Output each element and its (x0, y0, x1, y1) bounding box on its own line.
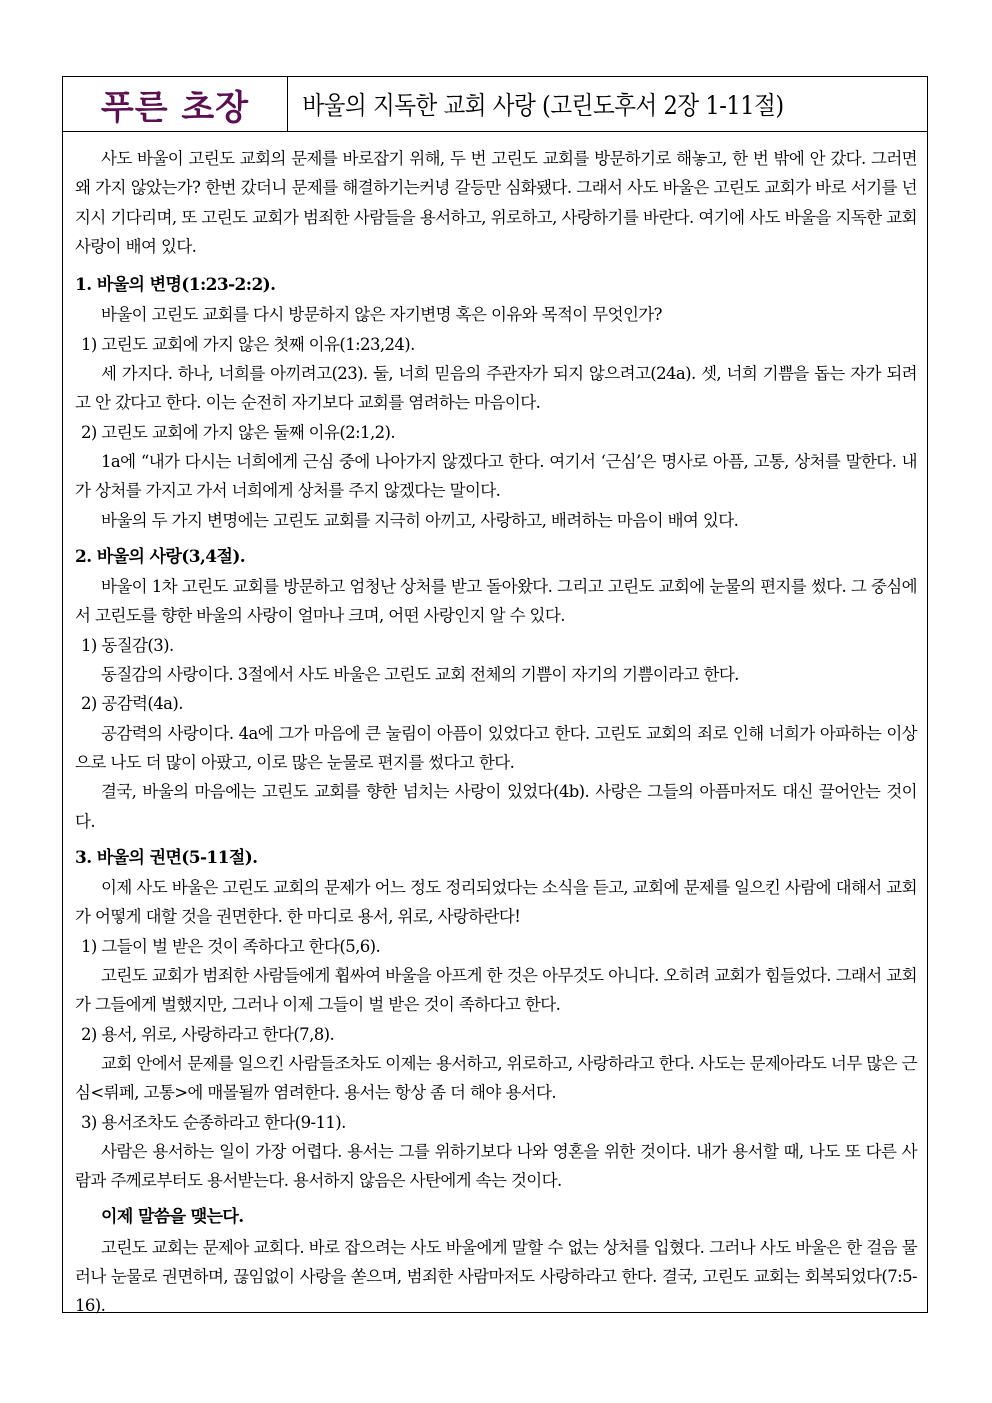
closing-paragraph: 고린도 교회는 문제아 교회다. 바로 잡으려는 사도 바울에게 말할 수 없는 상처를 입혔다. 그러나 사도 바울은 한 걸음 물러나 눈물로 권면하며, 끊임없이 사랑을 쏟으며, 범죄한 사람마저도 사랑하라고 한다. 결국, 고린도 교회는 회복되었다(7:5-16). (75, 1237, 917, 1316)
document-frame (62, 76, 928, 1316)
item-paragraph: 결국, 바울의 마음에는 고린도 교회를 향한 넘치는 사랑이 있었다(4b). 사랑은 그들의 아픔마저도 대신 끌어안는 것이다. (75, 782, 917, 831)
item-paragraph: 교회 안에서 문제를 일으킨 사람들조차도 이제는 용서하고, 위로하고, 사랑하라고 한다. 사도는 문제아라도 너무 많은 근심<뤼페, 고통>에 매몰될까 염려한다. 용서는 항상 좀 더 해야 용서다. (75, 1053, 917, 1103)
item-title: 2) 고린도 교회에 가지 않은 둘째 이유(2:1,2). (81, 422, 395, 442)
item-title: 1) 고린도 교회에 가지 않은 첫째 이유(1:23,24). (81, 334, 415, 354)
item-title: 3) 용서조차도 순종하라고 한다(9-11). (81, 1112, 346, 1132)
intro-paragraph: 사도 바울이 고린도 교회의 문제를 바로잡기 위해, 두 번 고린도 교회를 방문하기로 해놓고, 한 번 밖에 안 갔다. 그러면 왜 가지 않았는가? 한번 갔더니 문제를 해결하기는커녕 갈등만 심화됐다. 그래서 사도 바울은 고린도 교회가 바로 서기를 넌지시 기다리며, 또 고린도 교회가 범죄한 사람들을 용서하고, 위로하고, 사랑하기를 바란다. 여기에 사도 바울을 지독한 교회 사랑이 배여 있다. (75, 149, 917, 256)
item-paragraph: 세 가지다. 하나, 너희를 아끼려고(23). 둘, 너희 믿음의 주관자가 되지 않으려고(24a). 셋, 너희 기쁨을 돕는 자가 되려고 안 갔다고 한다. 이는 순전히 자기보다 교회를 염려하는 마음이다. (75, 364, 917, 413)
item-paragraph: 동질감의 사랑이다. 3절에서 사도 바울은 고린도 교회 전체의 기쁨이 자기의 기쁨이라고 한다. (101, 665, 739, 685)
item-title: 1) 동질감(3). (81, 635, 174, 655)
section-heading: 3. 바울의 권면(5-11절). (75, 847, 258, 868)
closing-heading: 이제 말씀을 맺는다. (101, 1207, 244, 1228)
section-heading: 1. 바울의 변명(1:23-2:2). (75, 275, 276, 296)
item-paragraph: 고린도 교회가 범죄한 사람들에게 휩싸여 바울을 아프게 한 것은 아무것도 아니다. 오히려 교회가 힘들었다. 그래서 교회가 그들에게 벌했지만, 그러나 이제 그들이 벌 받은 것이 족하다고 한다. (75, 966, 917, 1015)
item-paragraph: 공감력의 사랑이다. 4a에 그가 마음에 큰 눌림이 아픔이 있었다고 한다. 고린도 교회의 죄로 인해 너희가 아파하는 이상으로 나도 더 많이 아팠고, 이로 많은 눈물로 편지를 썼다고 한다. (75, 723, 917, 772)
item-title: 1) 그들이 벌 받은 것이 족하다고 한다(5,6). (81, 936, 381, 956)
section-heading: 2. 바울의 사랑(3,4절). (75, 546, 246, 567)
section-lead: 바울이 고린도 교회를 다시 방문하지 않은 자기변명 혹은 이유와 목적이 무엇인가? (101, 305, 662, 325)
section-lead: 이제 사도 바울은 고린도 교회의 문제가 어느 정도 정리되었다는 소식을 듣고, 교회에 문제를 일으킨 사람에 대해서 교회가 어떻게 대할 것을 권면한다. 한 마디로 용서, 위로, 사랑하란다! (75, 878, 917, 927)
header (63, 77, 927, 132)
section-lead: 바울이 1차 고린도 교회를 방문하고 엄청난 상처를 받고 돌아왔다. 그리고 고린도 교회에 눈물의 편지를 썼다. 그 중심에서 고린도를 향한 바울의 사랑이 얼마나 크며, 어떤 사랑인지 알 수 있다. (75, 577, 917, 626)
item-title: 2) 공감력(4a). (81, 694, 183, 714)
item-title: 2) 용서, 위로, 사랑하라고 한다(7,8). (81, 1024, 335, 1044)
brand-label: 푸른 초장 (63, 77, 288, 131)
document-body (63, 132, 927, 1321)
item-paragraph: 사람은 용서하는 일이 가장 어렵다. 용서는 그를 위하기보다 나와 영혼을 위한 것이다. 내가 용서할 때, 나도 또 다른 사람과 주께로부터도 용서받는다. 용서하지 않음은 사탄에게 속는 것이다. (75, 1141, 917, 1191)
item-paragraph: 바울의 두 가지 변명에는 고린도 교회를 지극히 아끼고, 사랑하고, 배려하는 마음이 배여 있다. (101, 510, 739, 530)
item-paragraph: 1a에 “내가 다시는 너희에게 근심 중에 나아가지 않겠다고 한다. 여기서 ‘근심’은 명사로 아픔, 고통, 상처를 말한다. 내가 상처를 가지고 가서 너희에게 상처를 주지 않겠다는 말이다. (75, 451, 917, 501)
page-title: 바울의 지독한 교회 사랑 (고린도후서 2장 1-11절) (302, 91, 784, 120)
